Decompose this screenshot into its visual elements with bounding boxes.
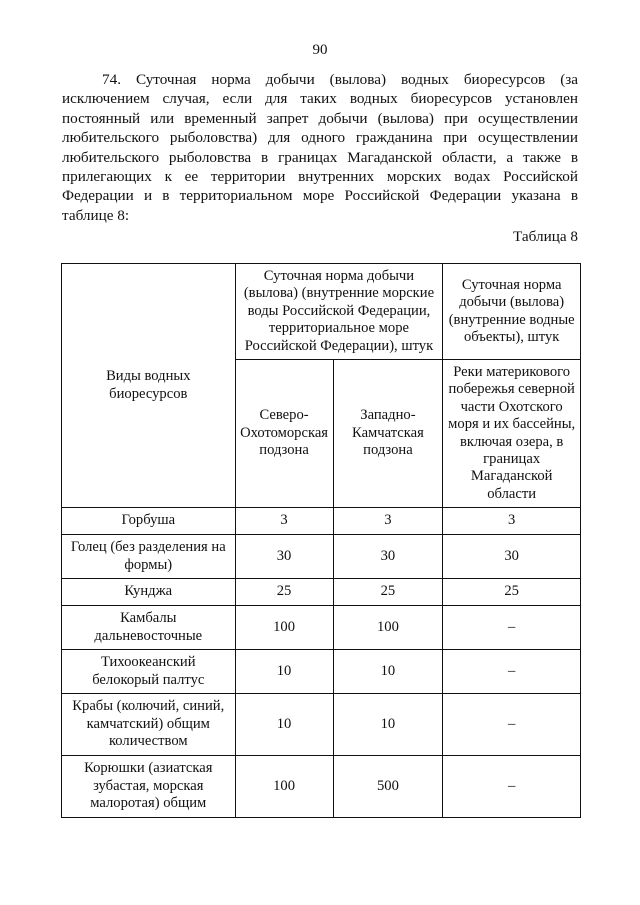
north-value: 100 [235,606,333,650]
table-caption: Таблица 8 [513,228,578,245]
header-species: Виды водных биоресурсов [62,264,236,508]
inland-value: 3 [443,508,581,535]
north-value: 30 [235,535,333,579]
west-value: 25 [333,579,443,606]
table-row [62,579,581,606]
inland-value: – [443,756,581,818]
subheader-north-okhotsk: Северо-Охотоморская подзона [235,360,333,508]
west-value: 30 [333,535,443,579]
species-cell: Голец (без разделения на формы) [62,535,236,579]
page-number: 90 [312,42,328,58]
north-value: 25 [235,579,333,606]
north-value: 100 [235,756,333,818]
table-row [62,694,581,756]
table-header-row [62,264,581,360]
inland-value: – [443,650,581,694]
species-cell: Горбуша [62,508,236,535]
west-value: 10 [333,694,443,756]
species-cell: Корюшки (азиатская зубастая, морская малоротая) общим [62,756,236,818]
north-value: 10 [235,650,333,694]
species-cell: Тихоокеанский белокорый палтус [62,650,236,694]
species-cell: Кунджа [62,579,236,606]
catch-norms-table [61,263,581,818]
table-row [62,606,581,650]
inland-value: – [443,606,581,650]
table-row [62,650,581,694]
west-value: 3 [333,508,443,535]
north-value: 3 [235,508,333,535]
inland-value: – [443,694,581,756]
inland-value: 25 [443,579,581,606]
subheader-west-kamchatka: Западно-Камчатская подзона [333,360,443,508]
table-row [62,535,581,579]
west-value: 10 [333,650,443,694]
subheader-rivers: Реки материкового побережья северной части Охотского моря и их бассейны, включая озера, в границах Магаданской области [443,360,581,508]
west-value: 500 [333,756,443,818]
paragraph-74: 74. Суточная норма добычи (вылова) водных биоресурсов (за исключением случая, если для таких водных биоресурсов установлен постоянный или временный запрет добычи (вылова) при осуществлении любительского рыболовства) для одного гражданина при осуществлении любительского рыболовства в границах Магаданской области, а также в прилегающих к ее территории внутренних морских водах Российской Федерации и в территориальном море Российской Федерации указана в таблице 8: [62,71,578,224]
species-cell: Камбалы дальневосточные [62,606,236,650]
header-inland-waters: Суточная норма добычи (вылова) (внутренние водные объекты), штук [443,264,581,360]
west-value: 100 [333,606,443,650]
north-value: 10 [235,694,333,756]
table-row [62,508,581,535]
inland-value: 30 [443,535,581,579]
table-row [62,756,581,818]
species-cell: Крабы (колючий, синий, камчатский) общим количеством [62,694,236,756]
header-sea-waters: Суточная норма добычи (вылова) (внутренние морские воды Российской Федерации, территориальное море Российской Федерации), штук [235,264,443,360]
